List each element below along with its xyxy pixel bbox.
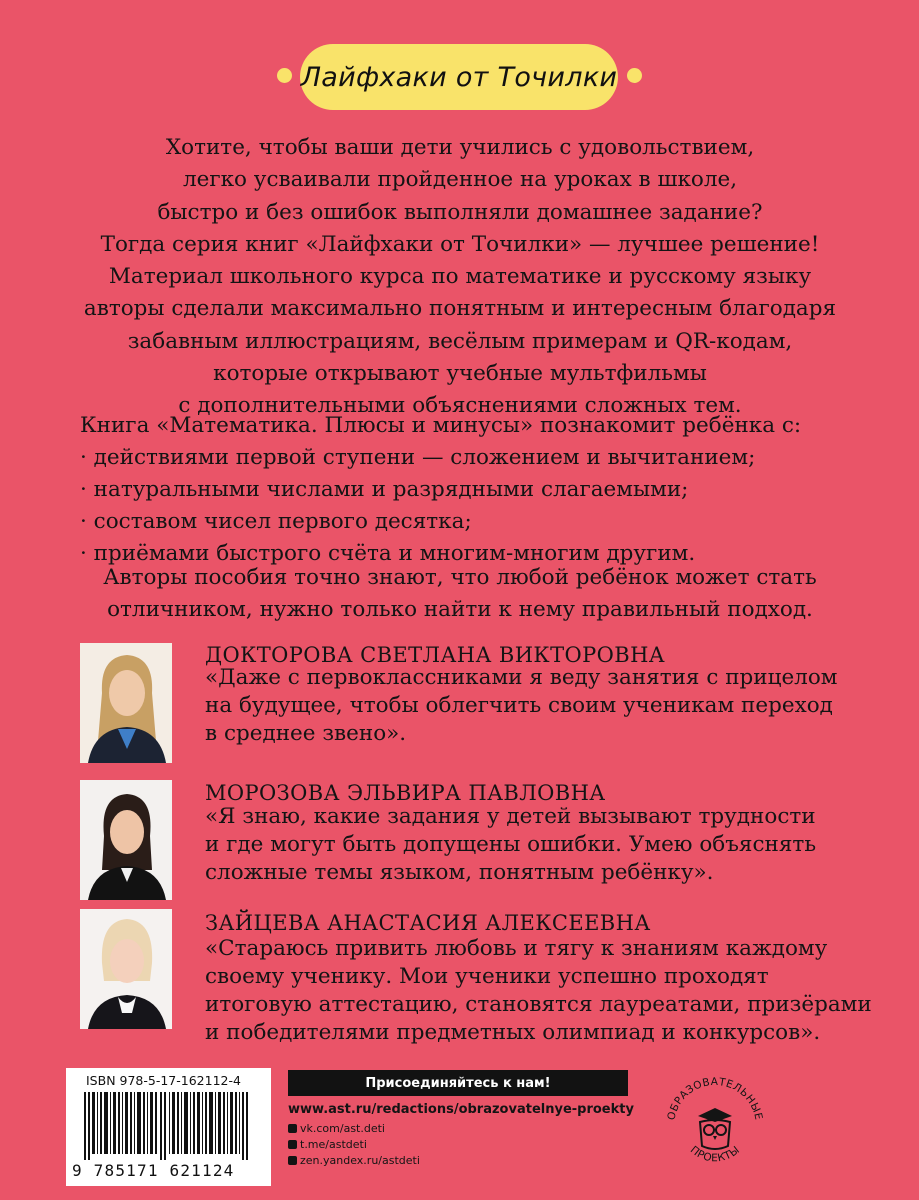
contents-list <box>80 410 840 570</box>
intro-line: легко усваивали пройденное на уроках в школе, <box>182 167 738 193</box>
contents-item: · составом чисел первого десятка; <box>80 509 472 534</box>
series-badge <box>300 44 618 110</box>
quote-line: своему ученику. Мои ученики успешно проходят <box>205 964 769 989</box>
closing-text <box>80 562 840 626</box>
quote-line: «Я знаю, какие задания у детей вызывают трудности <box>205 804 816 829</box>
barcode-bars <box>84 1092 256 1160</box>
intro-line: Материал школьного курса по математике и русскому языку <box>108 264 812 290</box>
intro-line: авторы сделали максимально понятным и интересным благодаря <box>83 296 837 322</box>
intro-text <box>80 132 840 423</box>
telegram-icon <box>288 1140 297 1149</box>
contents-item: · приёмами быстрого счёта и многим-многим другим. <box>80 541 696 566</box>
social-link-label: zen.yandex.ru/astdeti <box>300 1154 420 1167</box>
author-name-3: ЗАЙЦЕВА АНАСТАСИЯ АЛЕКСЕЕВНА <box>205 911 651 935</box>
author-photo-3 <box>80 909 172 1029</box>
quote-line: и победителями предметных олимпиад и конкурсов». <box>205 1020 821 1045</box>
logo-text-top: ОБРАЗОВАТЕЛЬНЫЕ <box>665 1075 765 1122</box>
svg-text:ПРОЕКТЫ <box>688 1144 742 1164</box>
author-name-1: ДОКТОРОВА СВЕТЛАНА ВИКТОРОВНА <box>205 643 666 667</box>
zen-icon <box>288 1156 297 1165</box>
intro-line: которые открывают учебные мультфильмы <box>213 361 707 387</box>
social-link-zen[interactable] <box>288 1154 420 1167</box>
quote-line: сложные темы языком, понятным ребёнку». <box>205 860 714 885</box>
author-quote-1 <box>205 664 845 748</box>
social-link-label: t.me/astdeti <box>300 1138 367 1151</box>
quote-line: «Стараюсь привить любовь и тягу к знаниям каждому <box>205 936 828 961</box>
intro-line: Хотите, чтобы ваши дети учились с удовольствием, <box>165 135 755 160</box>
contents-item: · действиями первой ступени — сложением и вычитанием; <box>80 445 756 470</box>
author-photo-1 <box>80 643 172 763</box>
social-link-telegram[interactable] <box>288 1138 367 1151</box>
intro-line: с дополнительными объяснениями сложных тем. <box>178 393 742 419</box>
social-link-label: vk.com/ast.deti <box>300 1122 385 1135</box>
intro-line: Тогда серия книг «Лайфхаки от Точилки» — лучшее решение! <box>100 231 820 257</box>
publisher-url[interactable]: www.ast.ru/redactions/obrazovatelnye-proekty <box>288 1102 634 1117</box>
author-quote-3 <box>205 935 872 1047</box>
series-title: Лайфхаки от Точилки <box>300 61 618 93</box>
logo-text-bottom: ПРОЕКТЫ <box>687 1143 743 1165</box>
join-banner: Присоединяйтесь к нам! <box>288 1070 628 1096</box>
quote-line: на будущее, чтобы облегчить своим ученикам переход <box>205 693 833 718</box>
social-link-vk[interactable] <box>288 1122 385 1135</box>
quote-line: итоговую аттестацию, становятся лауреатами, призёрами <box>205 992 872 1017</box>
publisher-logo <box>660 1060 770 1190</box>
badge-dot-left <box>277 68 292 83</box>
badge-dot-right <box>627 68 642 83</box>
closing-line: Авторы пособия точно знают, что любой ребёнок может стать <box>103 565 817 590</box>
author-name-2: МОРОЗОВА ЭЛЬВИРА ПАВЛОВНА <box>205 781 606 805</box>
owl-icon <box>698 1108 732 1149</box>
intro-line: забавным иллюстрациям, весёлым примерам и QR-кодам, <box>127 328 793 354</box>
contents-heading: Книга «Математика. Плюсы и минусы» познакомит ребёнка с: <box>80 413 802 438</box>
author-photo-2 <box>80 780 172 900</box>
intro-line: быстро и без ошибок выполняли домашнее задание? <box>157 199 763 225</box>
quote-line: в среднее звено». <box>205 721 407 746</box>
barcode-digits: 9 785171 621124 <box>72 1161 235 1180</box>
closing-line: отличником, нужно только найти к нему правильный подход. <box>107 597 813 622</box>
barcode-box <box>66 1068 271 1186</box>
quote-line: «Даже с первоклассниками я веду занятия с прицелом <box>205 665 838 690</box>
quote-line: и где могут быть допущены ошибки. Умею объяснять <box>205 832 817 857</box>
author-quote-2 <box>205 803 845 887</box>
isbn-number: ISBN 978-5-17-162112-4 <box>86 1073 241 1088</box>
contents-item: · натуральными числами и разрядными слагаемыми; <box>80 477 689 502</box>
vk-icon <box>288 1124 297 1133</box>
